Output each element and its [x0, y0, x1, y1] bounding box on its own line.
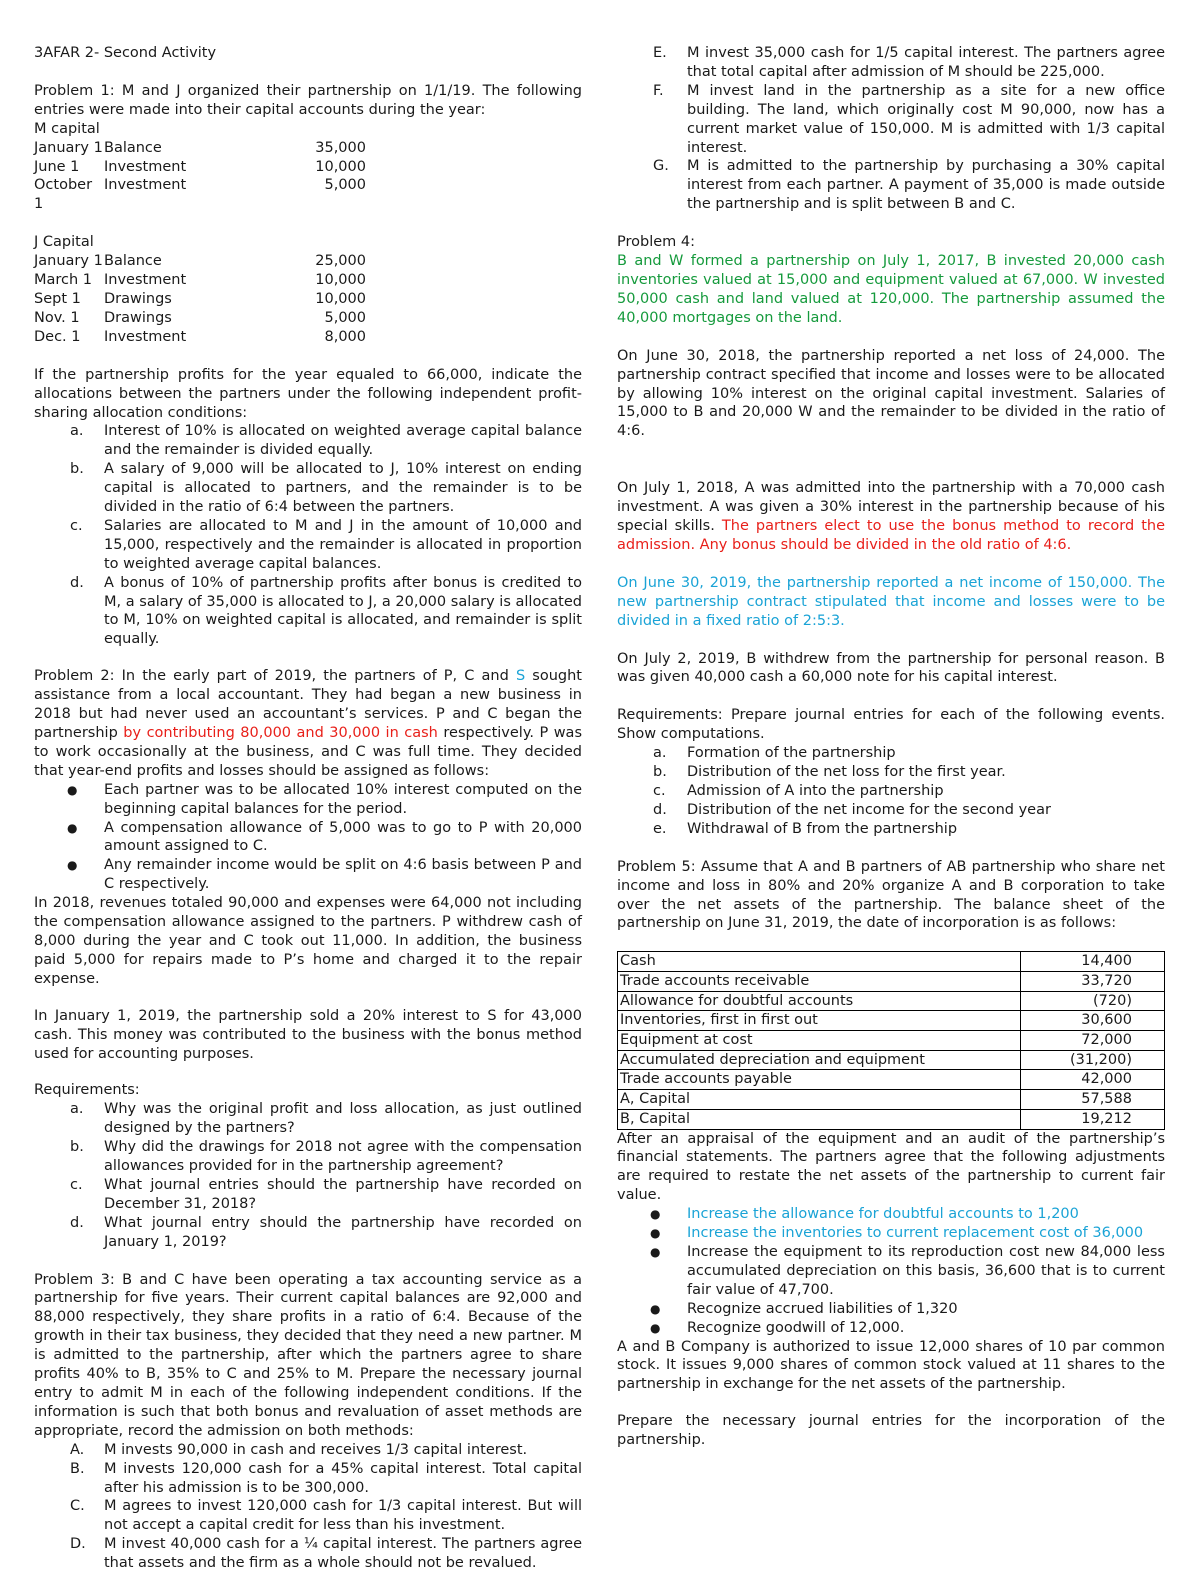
list-text: Admission of A into the partnership	[687, 783, 944, 799]
problem-4-net-loss: On June 30, 2018, the partnership reported a net loss of 24,000. The partnership contract specified that income and losses were to be allocated by allowing 10% interest on the original capital investment. Salaries of 15,000 to B and 20,000 W and the remainder to be divided in the ratio of 4:6.	[617, 347, 1165, 440]
problem-4-requirements: Requirements: Prepare journal entries for each of the following events. Show computations.	[617, 707, 1165, 743]
list-item	[34, 819, 582, 857]
list-text: Recognize accrued liabilities of 1,320	[687, 1300, 958, 1317]
table-cell: A, Capital	[618, 1090, 1021, 1110]
ledger-amount: 5,000	[324, 177, 366, 194]
table-row	[618, 991, 1165, 1011]
list-text: What journal entries should the partnership have recorded on December 31, 2018?	[104, 1176, 582, 1212]
text-run: Problem 2: In the early part of 2019, the partners of P, C and	[34, 668, 516, 685]
list-text: Interest of 10% is allocated on weighted average capital balance and the remainder is divided equally.	[104, 423, 582, 459]
table-cell: Accumulated depreciation and equipment	[618, 1050, 1021, 1070]
ledger-desc: Investment	[104, 158, 187, 175]
j-capital-label: J Capital	[34, 234, 94, 251]
problem-5-company: A and B Company is authorized to issue 12,000 shares of 10 par common stock. It issues 9,000 shares of common stock valued at 11 shares to the partnership in exchange for the net assets of the partnership.	[617, 1338, 1165, 1393]
ledger-amount: 10,000	[315, 272, 366, 289]
m-capital-ledger	[34, 139, 582, 215]
bullet-icon: ●	[650, 1320, 661, 1335]
list-item	[34, 781, 582, 819]
table-row	[618, 1070, 1165, 1090]
table-row	[618, 1011, 1165, 1031]
list-text: Distribution of the net loss for the first year.	[687, 764, 1006, 781]
list-text: A compensation allowance of 5,000 was to go to P with 20,000 amount assigned to C.	[104, 819, 582, 855]
m-capital-label: M capital	[34, 120, 100, 137]
list-marker: G.	[653, 158, 669, 175]
list-item	[617, 744, 1165, 763]
list-marker: d.	[653, 801, 667, 818]
problem-2-requirements	[34, 1100, 582, 1251]
j-capital-ledger	[34, 252, 582, 347]
problem-3-conditions-continued	[617, 44, 1165, 214]
list-marker: b.	[70, 461, 84, 478]
table-cell: 57,588	[1021, 1090, 1165, 1110]
problem-4-label: Problem 4:	[617, 234, 696, 251]
text-run: respectively. P was to work occasionally at the business, and C was full time. They decided that year-end profits and losses should be assigned as follows:	[34, 725, 582, 779]
list-item	[34, 1460, 582, 1498]
table-cell: 30,600	[1021, 1011, 1165, 1031]
list-text: M invest land in the partnership as a site for a new office building. The land, which originally cost M 90,000, now has a current market value of 150,000. M is admitted with 1/3 capital interest.	[687, 82, 1165, 156]
balance-sheet-table	[617, 951, 1165, 1129]
table-cell: Trade accounts receivable	[618, 972, 1021, 992]
list-marker: b.	[70, 1139, 84, 1156]
list-text: Withdrawal of B from the partnership	[687, 820, 958, 837]
ledger-date: January 1	[34, 139, 103, 156]
list-item	[34, 574, 582, 650]
table-cell: 42,000	[1021, 1070, 1165, 1090]
ledger-date: March 1	[34, 272, 93, 289]
bullet-icon: ●	[650, 1301, 661, 1316]
table-row	[618, 1109, 1165, 1129]
list-marker: C.	[70, 1498, 85, 1515]
ledger-row	[34, 271, 582, 290]
ledger-date: Sept 1	[34, 290, 81, 307]
list-item	[34, 1535, 582, 1573]
problem-1-question: If the partnership profits for the year equaled to 66,000, indicate the allocations between the partners under the following independent profit-sharing allocation conditions:	[34, 366, 582, 421]
problem-1-conditions	[34, 422, 582, 649]
ledger-amount: 5,000	[324, 309, 366, 326]
list-item	[34, 1214, 582, 1252]
ledger-row	[34, 252, 582, 271]
list-item	[34, 422, 582, 460]
list-item	[617, 801, 1165, 820]
table-cell: 14,400	[1021, 952, 1165, 972]
text-run: On July 1, 2018, A was admitted into the partnership with a 70,000 cash investment. A was given a 30% interest in the partnership because of his special skills.	[617, 480, 1165, 535]
list-text: Increase the inventories to current replacement cost of 36,000	[687, 1225, 1144, 1242]
ledger-amount: 35,000	[315, 139, 366, 156]
list-marker: a.	[70, 1101, 84, 1118]
table-cell: Cash	[618, 952, 1021, 972]
list-text: What journal entry should the partnership have recorded on January 1, 2019?	[104, 1214, 582, 1250]
list-item	[617, 1224, 1165, 1243]
problem-2-intro	[34, 667, 582, 780]
list-text: Why did the drawings for 2018 not agree with the compensation allowances provided for in the partnership agreement?	[104, 1139, 582, 1175]
problem-2-sale: In January 1, 2019, the partnership sold a 20% interest to S for 43,000 cash. This money was contributed to the business with the bonus method used for accounting purposes.	[34, 1007, 582, 1062]
document-title: 3AFAR 2- Second Activity	[34, 45, 217, 61]
list-marker: b.	[653, 764, 667, 781]
ledger-date: Dec. 1	[34, 328, 81, 345]
list-text: Formation of the partnership	[687, 745, 896, 762]
list-item	[617, 157, 1165, 214]
list-text: M is admitted to the partnership by purchasing a 30% capital interest from each partner. A payment of 35,000 is made outside the partnership and is split between B and C.	[687, 158, 1165, 213]
right-column	[617, 44, 1165, 1450]
highlight-red: The partners elect to use the bonus method to record the admission. Any bonus should be divided in the old ratio of 4:6.	[617, 518, 1165, 553]
ledger-row	[34, 290, 582, 309]
ledger-row	[34, 309, 582, 328]
ledger-desc: Investment	[104, 177, 187, 194]
problem-4-requirement-list	[617, 744, 1165, 839]
table-cell: 72,000	[1021, 1031, 1165, 1051]
list-text: Any remainder income would be split on 4:6 basis between P and C respectively.	[104, 857, 582, 893]
list-marker: D.	[70, 1536, 86, 1553]
list-item	[617, 1300, 1165, 1319]
table-row	[618, 1050, 1165, 1070]
bullet-icon: ●	[67, 820, 78, 835]
list-text: Each partner was to be allocated 10% interest computed on the beginning capital balances for the period.	[104, 781, 582, 817]
table-row	[618, 952, 1165, 972]
ledger-desc: Balance	[104, 253, 162, 270]
ledger-desc: Investment	[104, 328, 187, 345]
list-marker: E.	[653, 45, 667, 61]
problem-3-conditions	[34, 1441, 582, 1573]
problem-3-intro: Problem 3: B and C have been operating a tax accounting service as a partnership for five years. Their current capital balances are 92,000 and 88,000 respectively, they share profits in a ratio of 6:4. Because of the growth in their tax business, they decided that they need a new partner. M is admitted to the partnership, after which the partners agree to share profits 40% to B, 35% to C and 25% to M. Prepare the necessary journal entry to admit M in each of the following independent conditions. If the information is such that both bonus and revaluation of asset methods are appropriate, record the admission on both methods:	[34, 1271, 582, 1439]
ledger-date: Nov. 1	[34, 309, 80, 326]
list-item	[34, 1497, 582, 1535]
list-text: Increase the equipment to its reproduction cost new 84,000 less accumulated depreciation on this basis, 36,600 that is to current fair value of 47,700.	[687, 1243, 1165, 1298]
list-marker: d.	[70, 574, 84, 591]
list-item	[34, 460, 582, 517]
list-item	[617, 82, 1165, 158]
ledger-desc: Drawings	[104, 290, 172, 307]
list-item	[617, 1319, 1165, 1338]
problem-4-admission	[617, 479, 1165, 555]
list-marker: e.	[653, 820, 667, 837]
list-item	[617, 820, 1165, 839]
ledger-date: June 1	[34, 158, 80, 175]
list-text: Why was the original profit and loss allocation, as just outlined designed by the partners?	[104, 1101, 582, 1137]
table-cell: Inventories, first in first out	[618, 1011, 1021, 1031]
problem-5-intro: Problem 5: Assume that A and B partners of AB partnership who share net income and loss in 80% and 20% organize A and B corporation to take over the net assets of the partnership. The balance sheet of the partnership on June 31, 2019, the date of incorporation is as follows:	[617, 858, 1165, 932]
list-item	[34, 1176, 582, 1214]
bullet-icon: ●	[650, 1226, 661, 1241]
problem-1-intro: Problem 1: M and J organized their partnership on 1/1/19. The following entries were made into their capital accounts during the year:	[34, 82, 582, 118]
problem-2-revenue: In 2018, revenues totaled 90,000 and expenses were 64,000 not including the compensation allowance assigned to the partners. P withdrew cash of 8,000 during the year and C took out 11,000. In addition, the business paid 5,000 for repairs made to P’s home and charged it to the repair expense.	[34, 895, 582, 987]
ledger-desc: Balance	[104, 139, 162, 156]
left-column	[34, 44, 582, 1573]
table-cell: 33,720	[1021, 972, 1165, 992]
list-item	[617, 1205, 1165, 1224]
list-marker: A.	[70, 1441, 85, 1458]
ledger-row	[34, 139, 582, 158]
problem-4-withdrawal: On July 2, 2019, B withdrew from the partnership for personal reason. B was given 40,000 cash a 60,000 note for his capital interest.	[617, 650, 1165, 686]
list-text: A bonus of 10% of partnership profits after bonus is credited to M, a salary of 35,000 is allocated to J, a 20,000 salary is allocated to M, 10% on weighted capital is allocated, and remainder is split equally.	[104, 574, 582, 648]
list-text: M agrees to invest 120,000 cash for 1/3 capital interest. But will not accept a capital credit for less than his investment.	[104, 1498, 582, 1534]
list-marker: c.	[653, 783, 666, 799]
ledger-row	[34, 176, 582, 214]
list-item	[617, 782, 1165, 801]
ledger-desc: Drawings	[104, 309, 172, 326]
list-marker: B.	[70, 1460, 85, 1477]
ledger-amount: 10,000	[315, 158, 366, 175]
table-cell: B, Capital	[618, 1109, 1021, 1129]
list-text: M invest 35,000 cash for 1/5 capital interest. The partners agree that total capital after admission of M should be 225,000.	[687, 45, 1165, 80]
list-text: Salaries are allocated to M and J in the amount of 10,000 and 15,000, respectively and the remainder is allocated in proportion to weighted average capital balances.	[104, 517, 582, 572]
list-item	[617, 763, 1165, 782]
list-text: M invests 120,000 cash for a 45% capital interest. Total capital after his admission is to be 300,000.	[104, 1460, 582, 1496]
problem-2-requirements-label: Requirements:	[34, 1082, 140, 1099]
table-cell: (31,200)	[1021, 1050, 1165, 1070]
ledger-date: January 1	[34, 253, 103, 270]
ledger-amount: 8,000	[324, 328, 366, 345]
list-text: Increase the allowance for doubtful accounts to 1,200	[687, 1206, 1079, 1223]
table-cell: (720)	[1021, 991, 1165, 1011]
highlight-blue: S	[515, 668, 526, 685]
list-item	[34, 517, 582, 574]
list-marker: F.	[653, 82, 664, 99]
ledger-amount: 25,000	[315, 253, 366, 270]
list-item	[34, 1441, 582, 1460]
list-item	[34, 856, 582, 894]
table-row	[618, 972, 1165, 992]
list-marker: d.	[70, 1214, 84, 1231]
bullet-icon: ●	[650, 1244, 661, 1259]
table-cell: Trade accounts payable	[618, 1070, 1021, 1090]
list-marker: c.	[70, 517, 83, 534]
bullet-icon: ●	[67, 858, 78, 873]
ledger-desc: Investment	[104, 272, 187, 289]
list-item	[617, 1243, 1165, 1300]
list-item	[617, 44, 1165, 82]
highlight-red: by contributing 80,000 and 30,000 in cash	[123, 725, 438, 741]
list-marker: c.	[70, 1176, 83, 1193]
list-item	[34, 1138, 582, 1176]
table-cell: 19,212	[1021, 1109, 1165, 1129]
problem-4-formation: B and W formed a partnership on July 1, 2017, B invested 20,000 cash inventories valued at 15,000 and equipment valued at 67,000. W invested 50,000 cash and land valued at 120,000. The partnership assumed the 40,000 mortgages on the land.	[617, 253, 1165, 326]
list-text: M invest 40,000 cash for a ¼ capital interest. The partners agree that assets and the firm as a whole should not be revalued.	[104, 1536, 582, 1572]
problem-4-net-income: On June 30, 2019, the partnership reported a net income of 150,000. The new partnership contract stipulated that income and losses were to be divided in a fixed ratio of 2:5:3.	[617, 574, 1165, 629]
table-cell: Equipment at cost	[618, 1031, 1021, 1051]
list-text: Recognize goodwill of 12,000.	[687, 1319, 905, 1336]
problem-5-adjustments	[617, 1205, 1165, 1337]
ledger-row	[34, 328, 582, 347]
text-run: sought assistance from a local accountant. They had began a new business in 2018 but had never used an accountant’s services. P and C began the partnership	[34, 668, 582, 741]
list-text: A salary of 9,000 will be allocated to J, 10% interest on ending capital is allocated to partners, and the remainder is to be divided in the ratio of 6:4 between the partners.	[104, 461, 582, 516]
ledger-amount: 10,000	[315, 290, 366, 307]
list-item	[34, 1100, 582, 1138]
problem-5-appraisal: After an appraisal of the equipment and an audit of the partnership’s financial statements. The partners agree that the following adjustments are required to restate the net assets of the partnership to current fair value.	[617, 1130, 1165, 1204]
list-marker: a.	[653, 745, 667, 762]
bullet-icon: ●	[67, 782, 78, 797]
table-row	[618, 1031, 1165, 1051]
ledger-date: October 1	[34, 177, 93, 213]
list-marker: a.	[70, 423, 84, 440]
table-cell: Allowance for doubtful accounts	[618, 991, 1021, 1011]
ledger-row	[34, 158, 582, 177]
table-row	[618, 1090, 1165, 1110]
list-text: Distribution of the net income for the second year	[687, 801, 1051, 818]
problem-2-bullets	[34, 781, 582, 894]
bullet-icon: ●	[650, 1207, 661, 1222]
list-text: M invests 90,000 in cash and receives 1/3 capital interest.	[104, 1441, 528, 1458]
problem-5-prepare: Prepare the necessary journal entries for the incorporation of the partnership.	[617, 1413, 1165, 1449]
